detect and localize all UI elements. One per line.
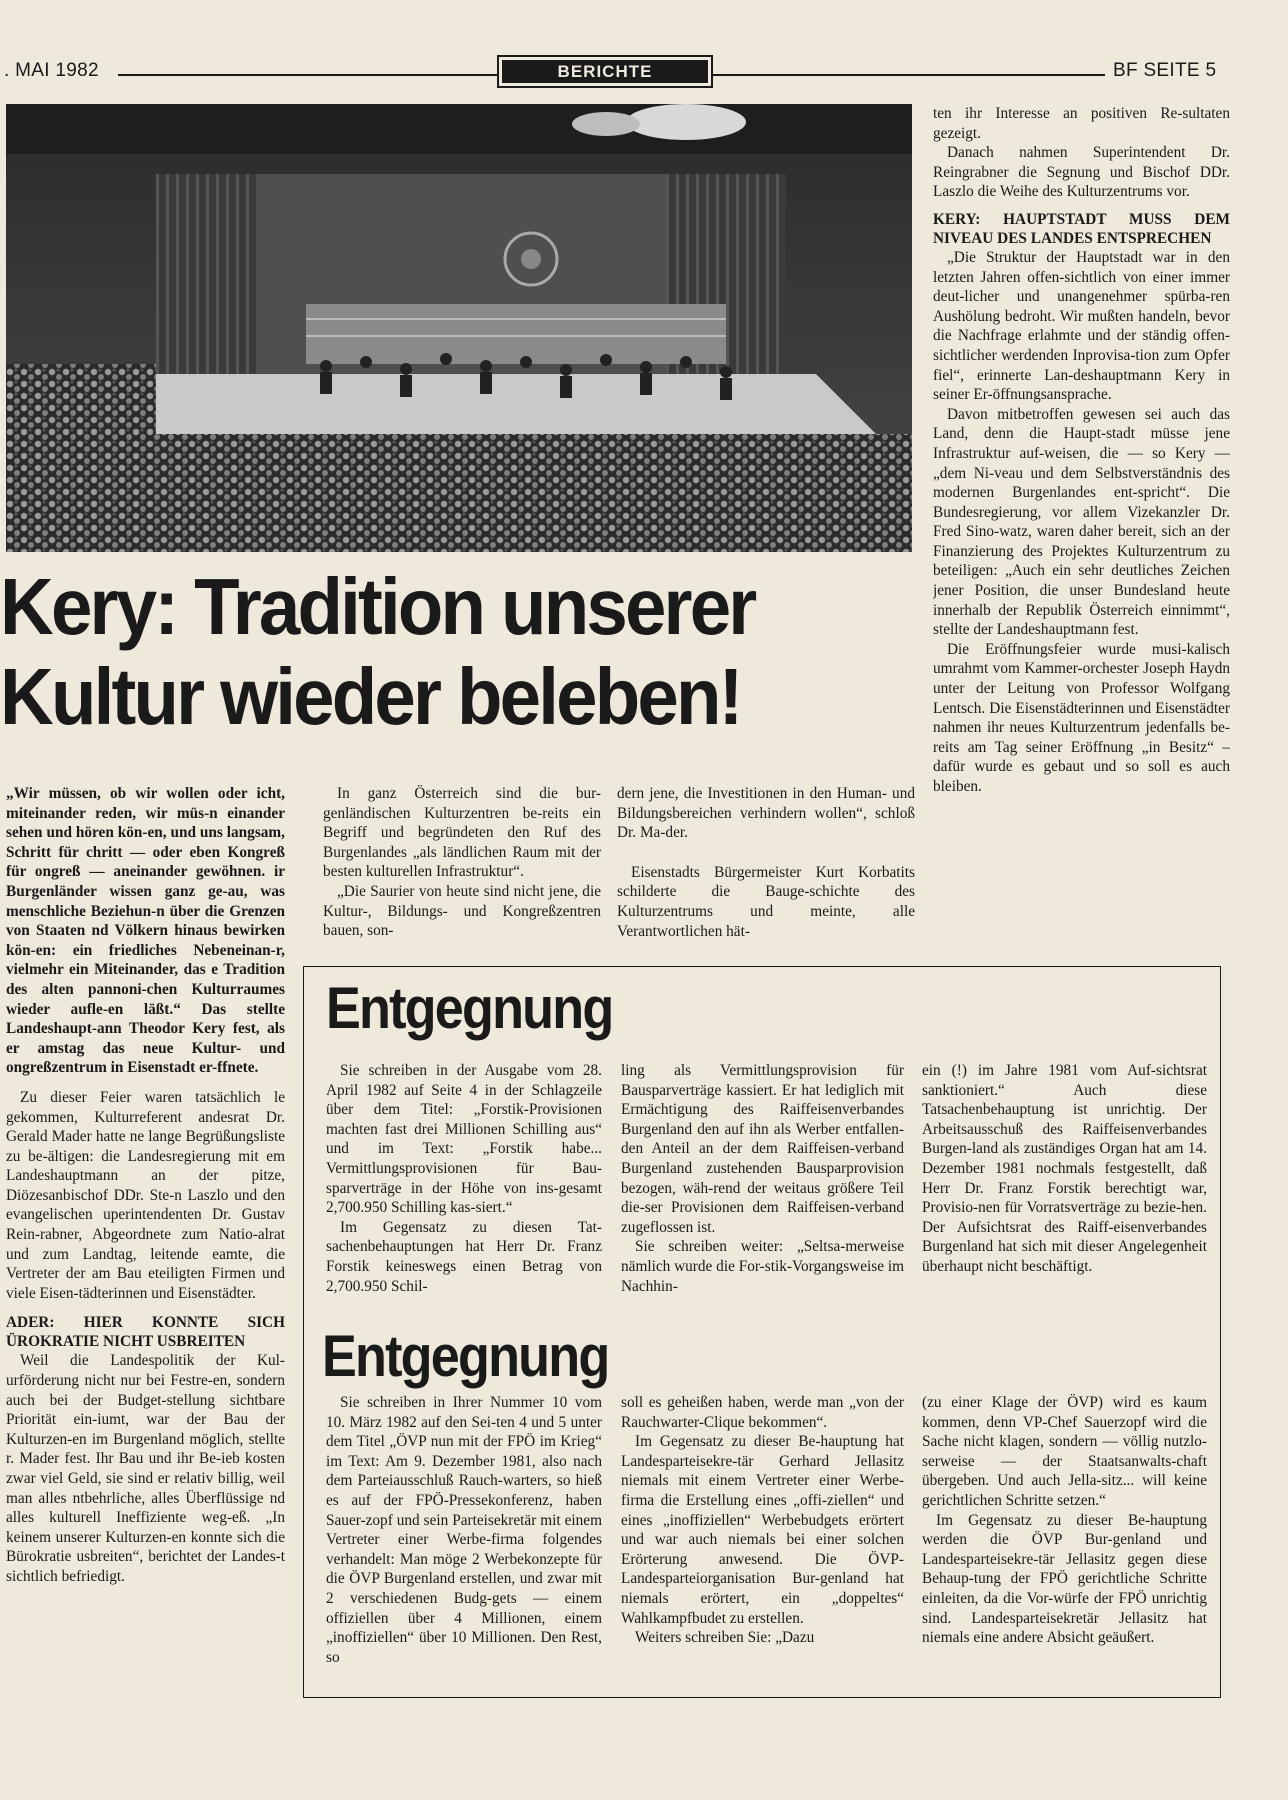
article-col2-paragraph-2: „Die Saurier von heute sind nicht jene, die Kultur-, Bildungs- und Kongreßzentren bauen, son- — [323, 882, 601, 940]
entgegnung-2-col-2 — [621, 1393, 904, 1683]
entgegnung-1-col3-p1: ein (!) im Jahre 1981 vom Auf-sichtsrat sanktioniert.“ Auch diese Tatsachenbehauptung ist unrichtig. Der Arbeitsausschuß des Raiffeisenverbandes Burgen-land als zuständiges Organ hat am 14. Dezember 1981 nochmals festgestellt, daß Herr Dr. Franz Forstik berechtigt war, Provisio-nen für Vorratsverträge zu bezie-hen. Der Aufsichtsrat des Raiff-eisenverbandes Burgenland hat sich mit dieser Angelegenheit überhaupt nicht beschäftigt. — [922, 1062, 1207, 1275]
right-paragraph-1: Danach nahmen Superintendent Dr. Reingrabner die Segnung und Bischof DDr. Laszlo die Weihe des Kulturzentrums vor. — [933, 144, 1230, 201]
entgegnung-2-title: Entgegnung — [322, 1324, 609, 1389]
entgegnung-1-col2-p1: ling als Vermittlungsprovision für Bausparverträge kassiert. Er hat lediglich mit Ermächtigung des Raiffeisenverbandes Burgenland den auf ihn als Werber entfallen-den Anteil an der dem Raiffeisen-verband Burgenland zustehenden Bausparprovision bezogen, wäh-rend der weitaus größere Teil die-ser Provisionen dem Raiffeisen-verband zugeflossen ist. — [621, 1062, 904, 1236]
concert-hall-photo — [6, 104, 912, 552]
header-rule-right — [713, 74, 1105, 76]
entgegnung-2-col3-p1: (zu einer Klage der ÖVP) wird es kaum kommen, denn VP-Chef Sauerzopf wird die Sache nicht klagen, sondern — völlig nutzlo-serweise — der Staatsanwalts-chaft übergeben. Und auch Jella-sitz... will keine gerichtlichen Schritte setzen.“ — [922, 1394, 1207, 1509]
lead-column — [6, 784, 285, 1724]
article-col2-paragraph-1: In ganz Österreich sind die bur-genländischen Kulturzentren be-reits ein Begriff und begründeten den Ruf des Burgenlandes „als ländlichen Raum mit der besten kulturellen Infrastruktur“. — [323, 785, 601, 881]
entgegnung-2-col3-p2: Im Gegensatz zu dieser Be-hauptung werden die ÖVP Bur-genland und Landesparteisekre-tär Jellasitz gegen diese Behaup-tung der FPÖ gerichtliche Schritte einleiten, da die Vor-würfe der FPÖ unrichtig sind. Landesparteisekretär Jellasitz hat niemals eine andere Absicht geäußert. — [922, 1511, 1207, 1647]
lead-subhead: ADER: HIER KONNTE SICH ÜROKRATIE NICHT USBREITEN — [6, 1314, 285, 1351]
entgegnung-1-col-3 — [922, 1061, 1207, 1311]
entgegnung-1-col2-p2: Sie schreiben weiter: „Seltsa-merweise nämlich wurde die For-stik-Vorgangsweise im Nachhin- — [621, 1238, 904, 1295]
article-column-2 — [323, 784, 601, 944]
entgegnung-2-col2-p2: Im Gegensatz zu dieser Be-hauptung hat Landesparteisekre-tär Gerhard Jellasitz niemals mit einem Vertreter einer Werbe-firma die Erstellung eines „offi-ziellen“ und eines „inoffiziellen“ Werbebudgets erörtert und war auch niemals bei einer solchen Erörterung anwesend. Die ÖVP-Landesparteiorganisation Bur-genland hat niemals erörtert, ein „doppeltes“ Wahlkampfbudet zu erstellen. — [621, 1433, 904, 1627]
entgegnung-1-col-1 — [326, 1061, 602, 1311]
right-paragraph-2: „Die Struktur der Hauptstadt war in den letzten Jahren offen-sichtlich von einer immer deut-licher und unangenehmer spürba-ren Aushölung bedroht. Wir mußten handeln, bevor die Nachfrage erlahmte und der ständig offen-sichtlicher werdenden Inprovisa-tion zum Opfer fiel“, erinnerte Lan-deshauptmann Kery in seiner Er-öffnungsansprache. — [933, 248, 1230, 404]
entgegnung-1-col-2 — [621, 1061, 904, 1311]
right-subhead: KERY: HAUPTSTADT MUSS DEM NIVEAU DES LANDES ENTSPRECHEN — [933, 210, 1230, 247]
entgegnung-box — [303, 966, 1221, 1698]
right-paragraph-3: Davon mitbetroffen gewesen sei auch das Land, denn die Haupt-stadt müsse jene Infrastruktur auf-weisen, die — so Kery — „dem Ni-veau und dem Selbstverständnis des modernen Burgenlandes ent-spricht“. Die Bundesregierung, vor allem Vizekanzler Dr. Fred Sino-watz, waren daher bereit, sich an der Finanzierung des Projektes Kulturzentrum zu beteiligen: „Auch ein sehr deutliches Zeichen jener Position, die unser Bundesland heute innerhalb der Republik Österreich einnimmt“, stellte der Landeshauptmann fest. — [933, 405, 1230, 639]
section-label-box — [497, 55, 713, 88]
right-paragraph-0: ten ihr Interesse an positiven Re-sultaten gezeigt. — [933, 105, 1230, 142]
headline-line-2: Kultur wieder beleben! — [0, 652, 741, 741]
concert-hall-image — [6, 104, 912, 552]
headline-line-1: Kery: Tradition unserer — [0, 562, 755, 651]
entgegnung-2-col2-p3: Weiters schreiben Sie: „Dazu — [635, 1629, 815, 1647]
entgegnung-2-col2-p1: soll es geheißen haben, werde man „von der Rauchwarter-Clique bekommen“. — [621, 1394, 904, 1431]
right-paragraph-4: Die Eröffnungsfeier wurde musi-kalisch umrahmt vom Kammer-orchester Joseph Haydn unter der Leitung von Professor Wolfgang Lentsch. Die Eisenstädterinnen und Eisenstädter nahmen ihr neues Kulturzentrum jedenfalls be-reits am Tag seiner Eröffnung „in Besitz“ – dafür wurde es gebaut und so soll es auch bleiben. — [933, 640, 1230, 795]
article-col3-paragraph-1: dern jene, die Investitionen in den Human- und Bildungsbereichen verhindern wollen“, schloß Dr. Ma-der. — [617, 785, 915, 842]
entgegnung-2-col-1 — [326, 1393, 602, 1683]
issue-date: . MAI 1982 — [4, 60, 99, 81]
entgegnung-1-title: Entgegnung — [326, 976, 613, 1041]
lead-paragraph-3: Weil die Landespolitik der Kul-urförderung nicht nur bei Festre-en, sondern auch bei der Budget-stellung sichtbare Priorität ein-iumt, war der Bau der Kulturzen-en im Burgenland möglich, stellte r. Mader fest. Ihr Bau und ihr Be-ieb kosten zwar viel Geld, sie sind er relativ billig, weil man alles ntbehrliche, alles Überflüssige nd alles kulturell Ineffiziente weg-eß. „In keinem unserer Kulturzen-en konnte sich die Bürokratie usbreiten“, berichtet der Landes-t sichtlich befriedigt. — [6, 1352, 285, 1585]
article-column-3 — [617, 784, 915, 944]
headline — [0, 562, 851, 742]
header-rule-left — [118, 74, 497, 76]
article-col3-paragraph-2: Eisenstadts Bürgermeister Kurt Korbatits schilderte die Bauge-schichte des Kulturzentrums und meinte, alle Verantwortlichen hät- — [617, 863, 915, 940]
section-label: BERICHTE — [502, 60, 708, 83]
entgegnung-1-col1-p2: Im Gegensatz zu diesen Tat-sachenbehauptungen hat Herr Dr. Franz Forstik keineswegs einen Betrag von 2,700.950 Schil- — [326, 1218, 602, 1295]
entgegnung-2-col1-p1: Sie schreiben in Ihrer Nummer 10 vom 10. März 1982 auf den Sei-ten 4 und 5 unter dem Titel „ÖVP nun mit der FPÖ im Krieg“ im Text: Am 9. Dezember 1981, also nach dem Parteiausschluß Rauch-warters, so hieß es auf der FPÖ-Pressekonferenz, haben Sauer-zopf und sein Parteisekretär mit einem Vertreter einer Werbe-firma folgendes verhandelt: Man möge 2 Werbekonzepte für die ÖVP Burgenland erstellen, und zwar mit 2 verschiedenen Budg-gets — einem offiziellen über 4 Millionen, einem „inoffiziellen“ über 10 Millionen. Den Rest, so — [326, 1394, 602, 1666]
lead-paragraph-2: Zu dieser Feier waren tatsächlich le gekommen, Kulturreferent andesrat Dr. Gerald Mader hatte ne lange Begrüßungsliste zu be-ältigen: die Landesregierung mit em Landeshauptmann an der pitze, Diözesanbischof DDr. Ste-n Laszlo und den evangelischen uperintendenten Dr. Gustav Rein-rabner, Abgeordnete zum Natio-alrat und zum Landtag, leitende eamte, die Vertreter der am Bau eteiligten Firmen und viele Eisen-tädterinnen und Eisenstädter. — [6, 1088, 285, 1302]
entgegnung-1-col1-p1: Sie schreiben in der Ausgabe vom 28. April 1982 auf Seite 4 in der Schlagzeile über dem Titel: „Forstik-Provisionen machten fast drei Millionen Schilling aus“ und im Text: „Forstik habe... Vermittlungsprovisionen für Bau-sparverträge in der Höhe von ins-gesamt 2,700.950 Schilling kas-siert.“ — [326, 1062, 602, 1217]
right-column — [933, 104, 1230, 954]
page-number: BF SEITE 5 — [1113, 60, 1217, 81]
lead-intro: „Wir müssen, ob wir wollen oder icht, miteinander reden, wir müs-n einander sehen und hören kön-en, und uns langsam, Schritt für chritt — oder eben Kongreß für ongreß — aneinander gewöhnen. ir Burgenländer wissen ganz ge-au, was menschliche Beziehun-n über die Grenzen von Staaten nd Völkern hinaus bewirken kön-en: ein friedliches Nebeneinan-r, vielmehr ein Miteinander, das e Tradition des alten pannoni-chen Kulturraumes wieder aufle-en läßt.“ Das stellte Landeshaupt-ann Theodor Kery fest, als er amstag das neue Kultur- und ongreßzentrum in Eisenstadt er-ffnete. — [6, 785, 285, 1077]
entgegnung-2-col-3 — [922, 1393, 1207, 1683]
